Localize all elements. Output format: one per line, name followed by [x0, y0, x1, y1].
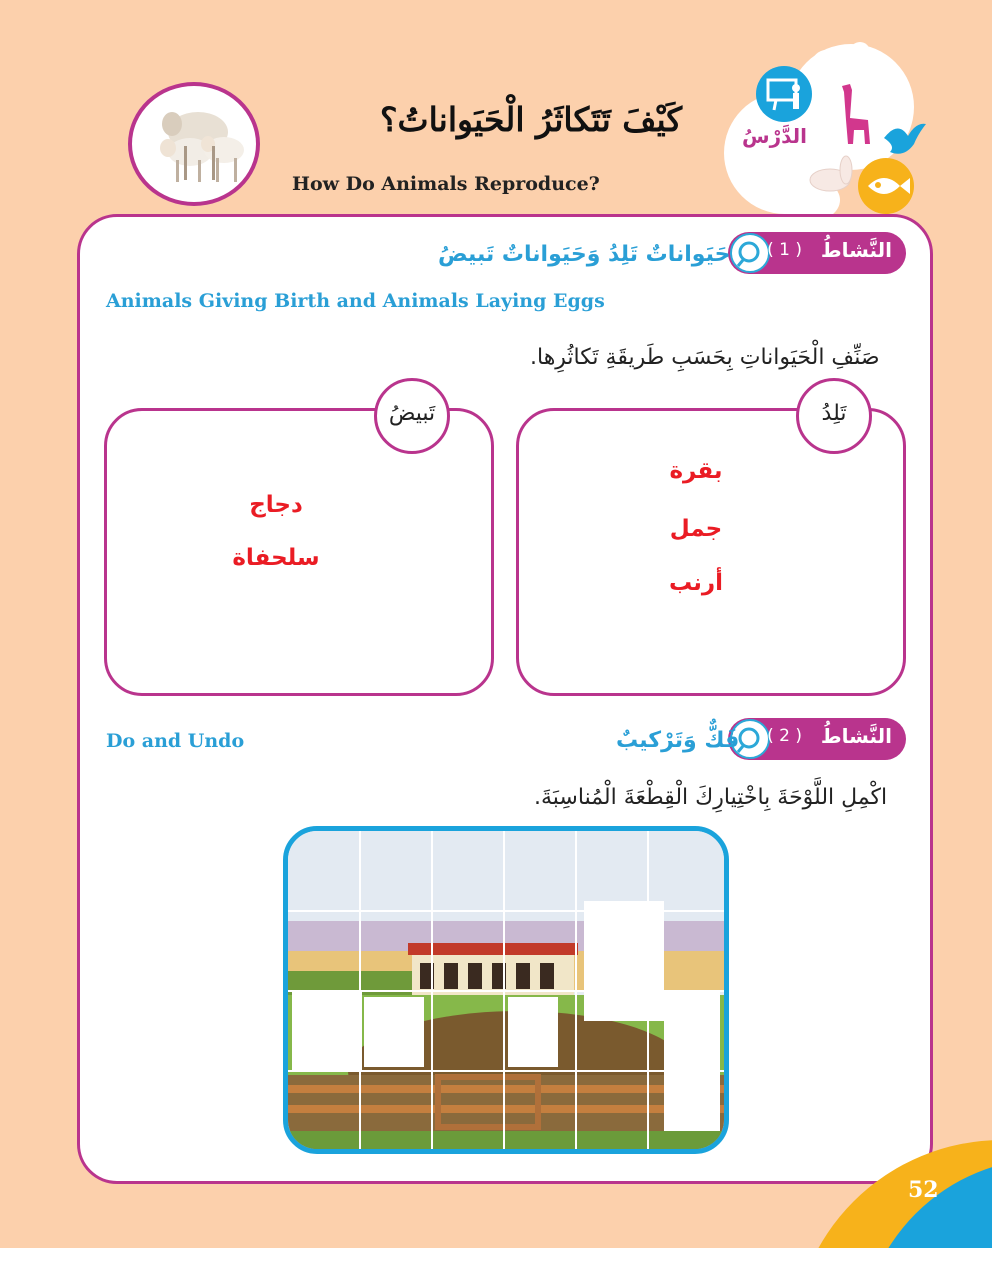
teacher-icon: [756, 66, 812, 122]
eggs-answer-2: سلحفاة: [232, 545, 320, 571]
activity-2-badge: [728, 718, 906, 760]
activity-1-instruction: صَنِّفِ الْحَيَواناتِ بِحَسَبِ طَريقَةِ تَكاثُرِها.: [530, 345, 880, 370]
bubble-small-1: [812, 50, 840, 78]
rabbit-icon: [800, 150, 860, 194]
sheep-photo: [128, 82, 260, 206]
birth-box-label: تَلِدُ: [796, 378, 872, 454]
bubble-small-3: [872, 58, 886, 72]
eggs-box-label: تَبيضُ: [374, 378, 450, 454]
farm-scene-icon: [288, 831, 724, 1149]
lesson-badge-label: الدَّرْسُ: [742, 124, 808, 148]
activity-1-badge: [728, 232, 906, 274]
bird-icon: [880, 118, 928, 160]
birth-answer-1: بقرة: [669, 458, 723, 484]
sheep-icon: [132, 86, 256, 202]
activity-2-title: فَكٌّ وَتَرْكيبٌ: [616, 728, 740, 753]
lesson-title: كَيْفَ تَتَكاثَرُ الْحَيَواناتُ؟: [380, 100, 683, 139]
activity-1-title: حَيَواناتٌ تَلِدُ وَحَيَواناتٌ تَبيضُ: [438, 242, 731, 267]
farm-puzzle: [283, 826, 729, 1154]
eggs-answer-1: دجاج: [249, 492, 303, 518]
activity-1-title-english: Animals Giving Birth and Animals Laying Eggs: [106, 290, 605, 312]
fish-icon: [858, 158, 914, 214]
lesson-title-english: How Do Animals Reproduce?: [292, 173, 600, 195]
giraffe-icon: [828, 78, 878, 148]
page-number: 52: [908, 1177, 939, 1203]
activity-1-number: ( 1 ): [767, 240, 802, 260]
birth-answer-3: أرنب: [668, 570, 724, 596]
activity-2-title-english: Do and Undo: [106, 730, 245, 752]
activity-2-instruction: اكْمِلِ اللَّوْحَةَ بِاخْتِيارِكَ الْقِطْعَةَ الْمُناسِبَةَ.: [534, 785, 888, 810]
magnifier-icon: [730, 233, 770, 273]
birth-answer-2: جمل: [669, 516, 723, 542]
activity-1-label: النَّشاطُ: [820, 238, 892, 262]
bubble-small-2: [850, 42, 870, 62]
activity-2-label: النَّشاطُ: [820, 724, 892, 748]
activity-2-number: ( 2 ): [767, 726, 802, 746]
